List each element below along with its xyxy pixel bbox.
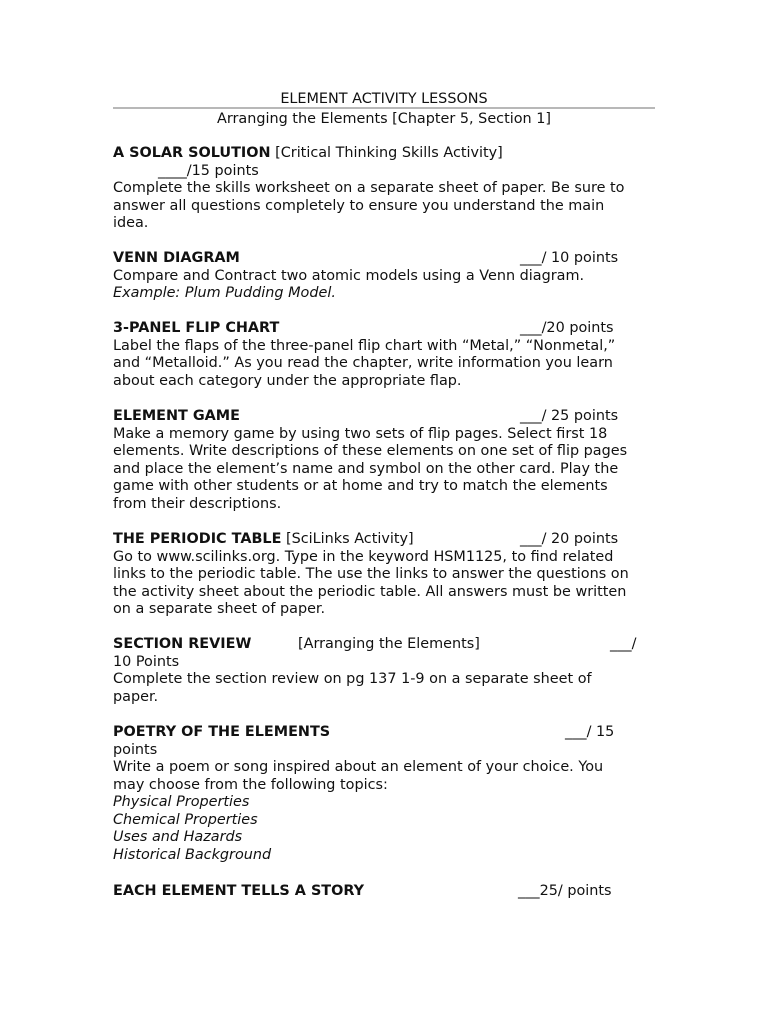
section-solar-solution — [113, 145, 658, 233]
body-line: Complete the section review on pg 137 1-9 on a separate sheet of — [113, 671, 592, 687]
section-points: ___/ 15 — [565, 724, 615, 740]
section-element-story — [113, 883, 658, 901]
section-points: ___/ 10 points — [520, 250, 619, 266]
topic-item: Chemical Properties — [113, 811, 258, 828]
example-line: Example: Plum Pudding Model. — [113, 285, 336, 301]
section-periodic-table — [113, 531, 658, 619]
section-flip-chart — [113, 320, 658, 390]
page-subtitle: Arranging the Elements [Chapter 5, Section 1] — [216, 111, 551, 127]
section-points: ___/ — [610, 636, 637, 652]
section-points: ___/20 points — [520, 320, 614, 336]
page-title: ELEMENT ACTIVITY LESSONS — [280, 91, 488, 107]
topic-item: Uses and Hazards — [113, 829, 243, 845]
body-line: Write a poem or song inspired about an element of your choice. You — [113, 759, 604, 775]
section-heading: 3-PANEL FLIP CHART — [113, 320, 280, 336]
section-points-wrap: points — [113, 741, 158, 758]
body-line: may choose from the following topics: — [113, 776, 388, 793]
section-venn-diagram — [113, 250, 658, 303]
section-points: ___/ 20 points — [520, 531, 619, 547]
body-line: and “Metalloid.” As you read the chapter, write information you learn — [113, 355, 613, 371]
section-review — [113, 636, 658, 706]
body-line: Label the flaps of the three-panel flip chart with “Metal,” “Nonmetal,” — [113, 337, 616, 354]
section-element-game — [113, 408, 658, 513]
section-heading: POETRY OF THE ELEMENTS — [113, 724, 331, 740]
section-heading: VENN DIAGRAM — [113, 250, 240, 266]
title-rule — [113, 107, 655, 109]
body-line: Complete the skills worksheet on a separate sheet of paper. Be sure to — [113, 180, 625, 196]
section-points: ___/ 25 points — [520, 408, 619, 424]
section-points: ____/15 points — [158, 162, 259, 179]
section-tag: [Arranging the Elements] — [298, 636, 480, 652]
topic-item: Physical Properties — [113, 794, 250, 810]
section-tag: [SciLinks Activity] — [286, 531, 414, 547]
body-line: links to the periodic table. The use the links to answer the questions on — [113, 566, 629, 582]
section-heading: ELEMENT GAME — [113, 408, 240, 424]
body-line: from their descriptions. — [113, 495, 282, 512]
topic-item: Historical Background — [113, 846, 272, 863]
section-poetry — [113, 724, 658, 864]
body-line: Make a memory game by using two sets of flip pages. Select first 18 — [113, 425, 608, 442]
section-points: ___25/ points — [518, 883, 612, 899]
body-line: about each category under the appropriate flap. — [113, 372, 462, 389]
body-line: Go to www.scilinks.org. Type in the keyword HSM1125, to find related — [113, 548, 614, 565]
body-line: Compare and Contract two atomic models using a Venn diagram. — [113, 267, 585, 284]
section-heading: THE PERIODIC TABLE — [113, 531, 282, 547]
body-line: the activity sheet about the periodic table. All answers must be written — [113, 583, 627, 600]
body-line: on a separate sheet of paper. — [113, 601, 326, 617]
section-points-wrap: 10 Points — [113, 653, 180, 670]
body-line: paper. — [113, 688, 159, 705]
section-tag: [Critical Thinking Skills Activity] — [275, 145, 503, 161]
body-line: and place the element’s name and symbol on the other card. Play the — [113, 460, 619, 477]
section-heading: A SOLAR SOLUTION — [113, 145, 271, 161]
body-line: elements. Write descriptions of these elements on one set of flip pages — [113, 443, 628, 459]
body-line: idea. — [113, 215, 149, 231]
body-line: answer all questions completely to ensure you understand the main — [113, 197, 605, 214]
section-heading: SECTION REVIEW — [113, 636, 252, 652]
body-line: game with other students or at home and try to match the elements — [113, 478, 608, 494]
section-heading: EACH ELEMENT TELLS A STORY — [113, 883, 365, 899]
